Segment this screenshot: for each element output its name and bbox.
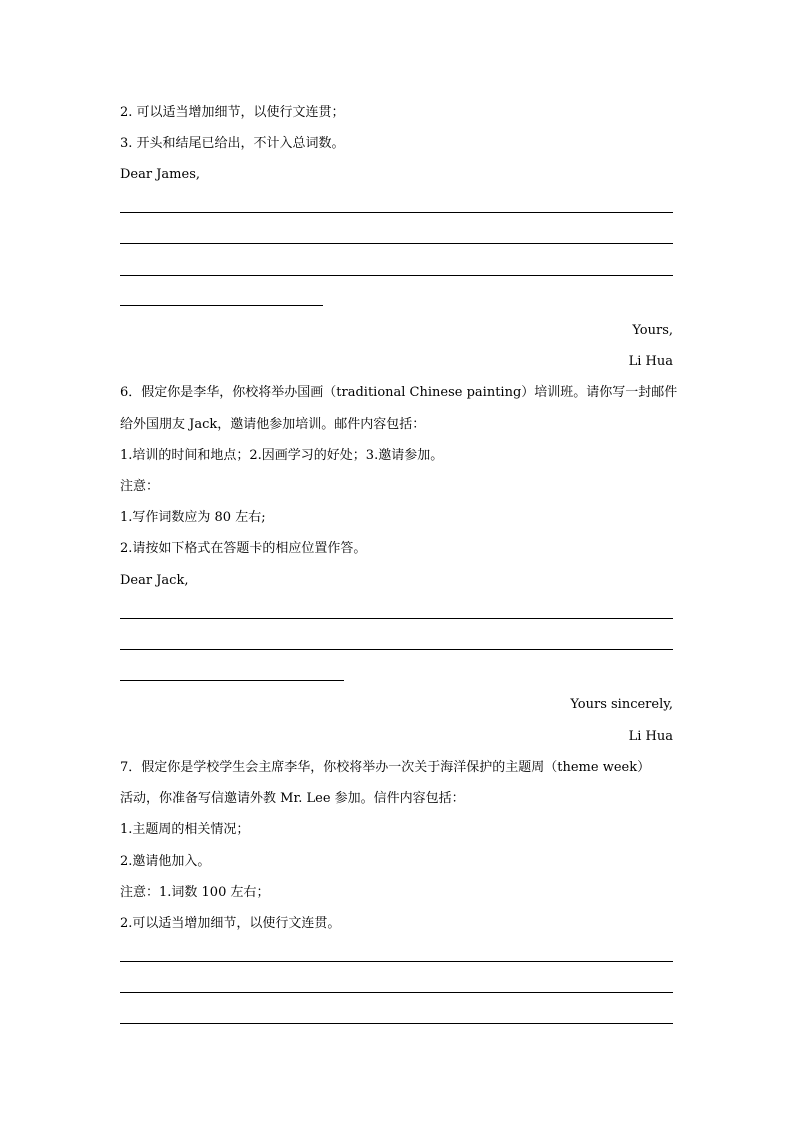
instruction-note-3: 3. 开头和结尾已给出，不计入总词数。 xyxy=(120,136,345,151)
answer-line-short xyxy=(120,305,323,306)
question-7-point-1: 1.主题周的相关情况； xyxy=(120,822,250,837)
question-6-note-2: 2.请按如下格式在答题卡的相应位置作答。 xyxy=(120,541,367,556)
question-6-points: 1.培训的时间和地点；2.因画学习的好处；3.邀请参加。 xyxy=(120,448,444,463)
answer-line xyxy=(120,212,673,213)
answer-line xyxy=(120,243,673,244)
answer-line xyxy=(120,649,673,650)
letter-signature: Li Hua xyxy=(628,729,673,744)
letter-greeting: Dear James, xyxy=(120,167,200,182)
question-7-prompt-line-2: 活动，你准备写信邀请外教 Mr. Lee 参加。信件内容包括： xyxy=(120,791,465,806)
question-7-note-2: 2.可以适当增加细节，以使行文连贯。 xyxy=(120,916,341,931)
answer-line xyxy=(120,961,673,962)
question-6-note-title: 注意： xyxy=(120,479,160,494)
answer-line xyxy=(120,992,673,993)
question-6-note-1: 1.写作词数应为 80 左右; xyxy=(120,510,266,525)
question-7-note-1: 注意：1.词数 100 左右； xyxy=(120,885,270,900)
question-6-prompt-line-2: 给外国朋友 Jack，邀请他参加培训。邮件内容包括： xyxy=(120,417,426,432)
question-7-prompt-line-1: 7．假定你是学校学生会主席李华，你校将举办一次关于海洋保护的主题周（theme week） xyxy=(120,760,651,775)
answer-line xyxy=(120,1023,673,1024)
letter-greeting: Dear Jack, xyxy=(120,573,189,588)
letter-signature: Li Hua xyxy=(628,354,673,369)
question-6-prompt-line-1: 6．假定你是李华，你校将举办国画（traditional Chinese painting）培训班。请你写一封邮件 xyxy=(120,385,678,400)
question-7-point-2: 2.邀请他加入。 xyxy=(120,854,211,869)
letter-closing: Yours sincerely, xyxy=(570,697,673,712)
instruction-note-2: 2. 可以适当增加细节，以使行文连贯； xyxy=(120,105,345,120)
answer-line xyxy=(120,618,673,619)
letter-closing: Yours, xyxy=(632,323,673,338)
answer-line xyxy=(120,275,673,276)
answer-line-short xyxy=(120,680,344,681)
